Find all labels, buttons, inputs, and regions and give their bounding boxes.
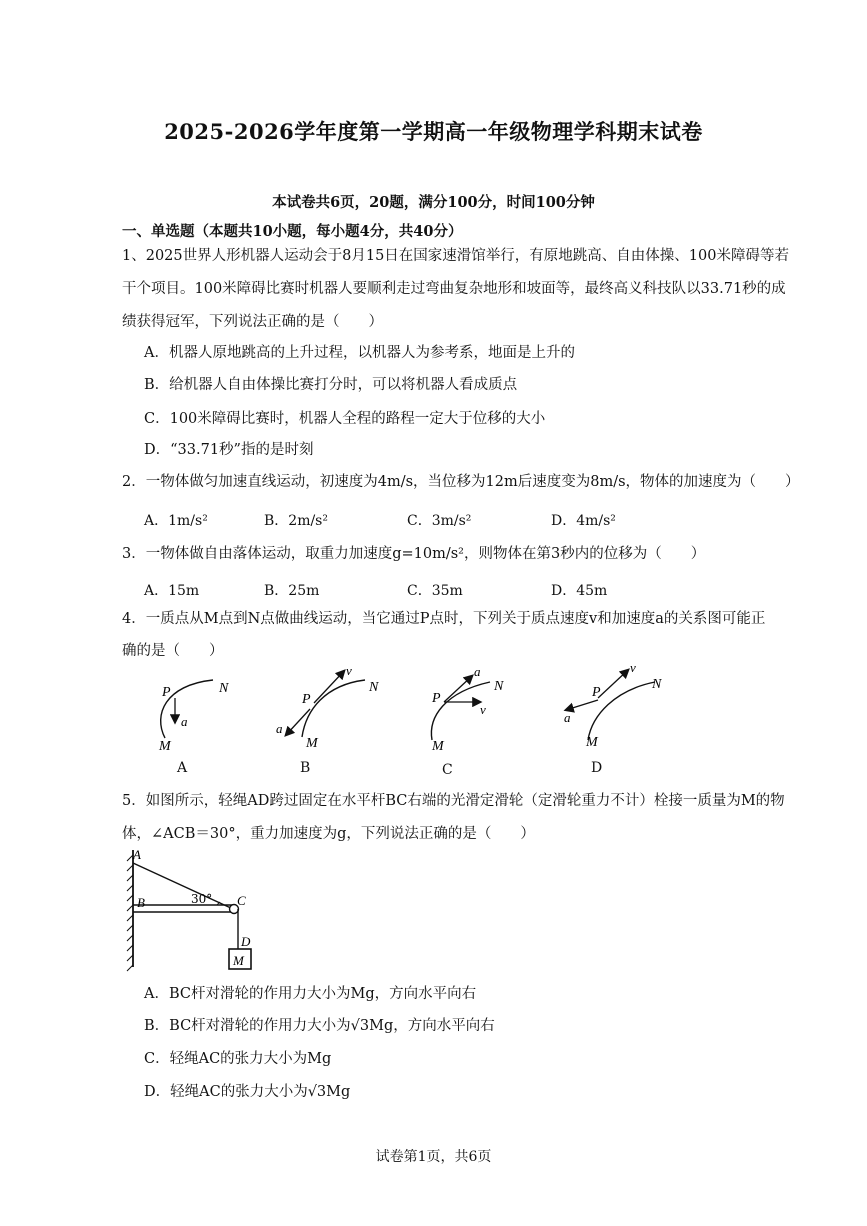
section-heading: 一、单选题（本题共10小题，每小题4分，共40分） [122, 223, 463, 240]
exam-info: 本试卷共6页，20题，满分100分，时间100分钟 [272, 194, 595, 211]
q2-option-a: A．1m/s² [144, 513, 208, 529]
q4-figure-d-caption: D [591, 760, 603, 776]
q1-option-a: A．机器人原地跳高的上升过程，以机器人为参考系，地面是上升的 [144, 345, 575, 361]
q5-option-b: B．BC杆对滑轮的作用力大小为√3Mg，方向水平向右 [144, 1018, 495, 1034]
q5-option-c: C．轻绳AC的张力大小为Mg [144, 1051, 332, 1067]
q3-option-b: B．25m [264, 583, 320, 599]
q4-figure-a-caption: A [177, 760, 188, 776]
exam-title: 2025-2026学年度第一学期高一年级物理学科期末试卷 [164, 119, 703, 144]
q5-label-m: M [233, 953, 244, 968]
q4d-label-n: N [652, 677, 662, 692]
q2-option-b: B．2m/s² [264, 513, 328, 529]
q4c-label-p: P [432, 691, 441, 706]
q4a-label-a: a [181, 714, 188, 729]
q4d-label-p: P [592, 685, 601, 700]
q4-stem-line1: 4．一质点从M点到N点做曲线运动，当它通过P点时，下列关于质点速度v和加速度a的关系图可能正 [122, 611, 766, 627]
q1-stem-line2: 干个项目。100米障碍比赛时机器人要顺利走过弯曲复杂地形和坡面等，最终高义科技队以33.71秒的成 [122, 281, 786, 297]
q5-option-d: D．轻绳AC的张力大小为√3Mg [144, 1084, 351, 1100]
q4a-label-p: P [162, 685, 171, 700]
q4a-label-n: N [219, 681, 229, 696]
q4c-label-v: v [480, 702, 486, 717]
q1-option-c: C．100米障碍比赛时，机器人全程的路程一定大于位移的大小 [144, 411, 546, 427]
q3-option-a: A．15m [144, 583, 200, 599]
q1-option-b: B．给机器人自由体操比赛打分时，可以将机器人看成质点 [144, 377, 518, 393]
q2-stem: 2．一物体做匀加速直线运动，初速度为4m/s，当位移为12m后速度变为8m/s，物体的加速度为（ ） [122, 474, 800, 490]
q4c-label-m: M [432, 739, 444, 754]
q4-figure-d [560, 660, 680, 755]
q5-stem-line1: 5．如图所示，轻绳AD跨过固定在水平杆BC右端的光滑定滑轮（定滑轮重力不计）栓接一质量为M的物 [122, 793, 785, 809]
q2-option-c: C．3m/s² [407, 513, 472, 529]
q5-label-a: A [133, 847, 141, 862]
q2-option-d: D．4m/s² [551, 513, 616, 529]
q4d-label-v: v [630, 660, 636, 675]
q4c-label-n: N [494, 679, 504, 694]
q1-stem-line1: 1、2025世界人形机器人运动会于8月15日在国家速滑馆举行，有原地跳高、自由体操、100米障碍等若 [122, 248, 789, 264]
q5-label-c: C [237, 893, 246, 908]
q5-option-a: A．BC杆对滑轮的作用力大小为Mg，方向水平向右 [144, 986, 477, 1002]
q4b-label-v: v [346, 663, 352, 678]
q4b-label-p: P [302, 692, 311, 707]
q3-stem: 3．一物体做自由落体运动，取重力加速度g=10m/s²，则物体在第3秒内的位移为（ ） [122, 546, 706, 562]
q5-label-angle: 30° [191, 892, 213, 906]
q4-figure-b-caption: B [300, 760, 311, 776]
q3-option-d: D．45m [551, 583, 608, 599]
q4-figure-c [420, 662, 520, 757]
q4-stem-line2: 确的是（ ） [122, 643, 224, 659]
q1-stem-line3: 绩获得冠军，下列说法正确的是（ ） [122, 314, 383, 330]
q4b-label-a: a [276, 721, 283, 736]
q4b-label-n: N [369, 680, 379, 695]
page-footer: 试卷第1页，共6页 [375, 1149, 492, 1165]
q4-figure-c-caption: C [442, 762, 453, 778]
q4b-label-m: M [306, 736, 318, 751]
q4-figure-b [270, 665, 390, 755]
q5-label-d: D [241, 934, 251, 949]
q4d-label-a: a [564, 710, 571, 725]
q3-option-c: C．35m [407, 583, 463, 599]
q4-figure-a [145, 670, 245, 755]
q4c-label-a: a [474, 664, 481, 679]
q1-option-d: D．“33.71秒”指的是时刻 [144, 442, 314, 458]
q5-label-b: B [137, 895, 145, 910]
q5-figure [125, 845, 265, 975]
q4a-label-m: M [159, 739, 171, 754]
q5-stem-line2: 体，∠ACB＝30°，重力加速度为g，下列说法正确的是（ ） [122, 826, 535, 842]
q4d-label-m: M [586, 735, 598, 750]
